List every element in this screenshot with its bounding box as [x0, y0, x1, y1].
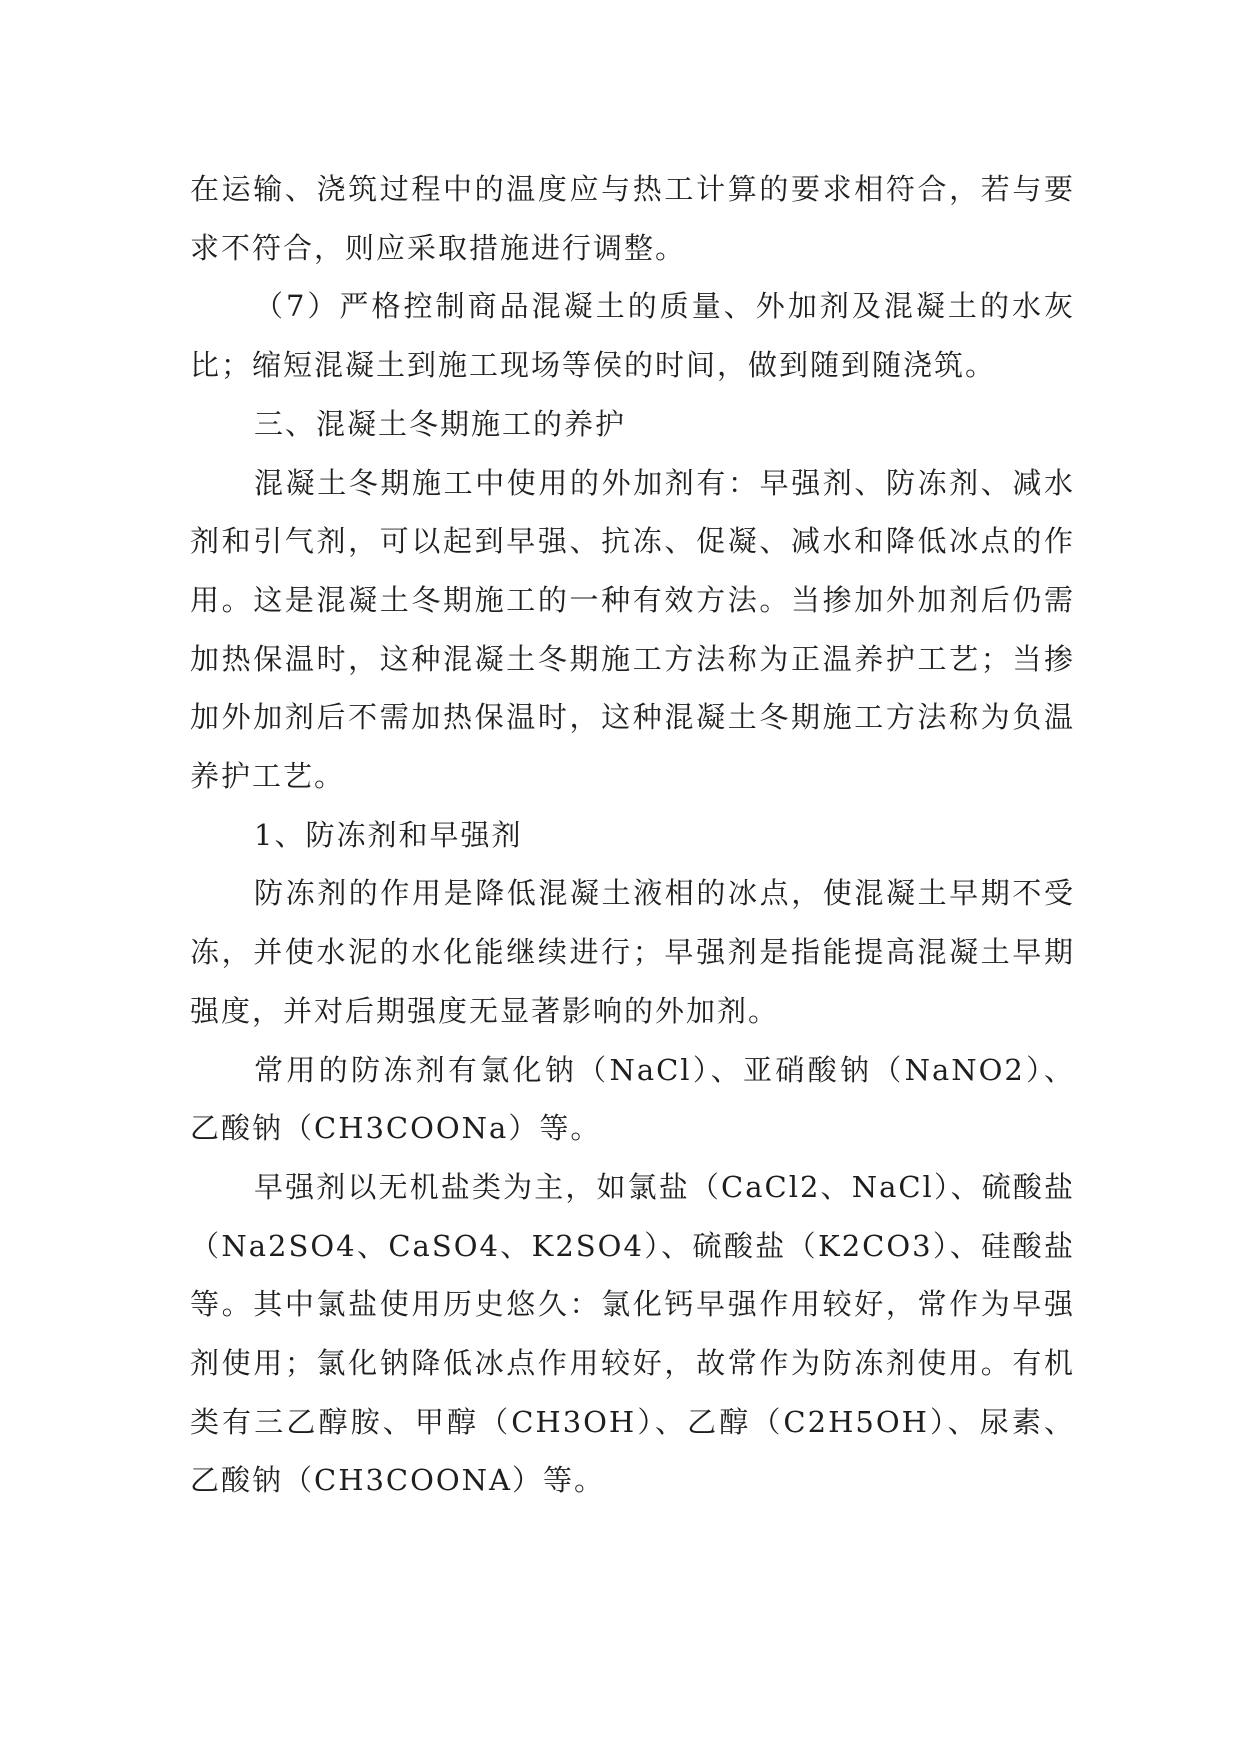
document-body — [190, 160, 1075, 1510]
paragraph-common-antifreeze: 常用的防冻剂有氯化钠（NaCl）、亚硝酸钠（NaNO2）、乙酸钠（CH3COONa）等。 — [190, 1052, 1075, 1146]
paragraph-admixtures: 混凝土冬期施工中使用的外加剂有：早强剂、防冻剂、减水剂和引气剂，可以起到早强、抗冻、促凝、减水和降低冰点的作用。这是混凝土冬期施工的一种有效方法。当掺加外加剂后仍需加热保温时，这种混凝土冬期施工方法称为正温养护工艺；当掺加外加剂后不需加热保温时，这种混凝土冬期施工方法称为负温养护工艺。 — [190, 465, 1075, 794]
paragraph-early-strength-agents: 早强剂以无机盐类为主，如氯盐（CaCl2、NaCl）、硫酸盐（Na2SO4、CaSO4、K2SO4）、硫酸盐（K2CO3）、硅酸盐等。其中氯盐使用历史悠久：氯化钙早强作用较好，常作为早强剂使用；氯化钠降低冰点作用较好，故常作为防冻剂使用。有机类有三乙醇胺、甲醇（CH3OH）、乙醇（C2H5OH）、尿素、乙酸钠（CH3COONA）等。 — [190, 1169, 1075, 1498]
paragraph-antifreeze-definition: 防冻剂的作用是降低混凝土液相的冰点，使混凝土早期不受冻，并使水泥的水化能继续进行；早强剂是指能提高混凝土早期强度，并对后期强度无显著影响的外加剂。 — [190, 876, 1075, 1028]
section-heading-curing: 三、混凝土冬期施工的养护 — [254, 406, 627, 441]
paragraph-item-7: （7）严格控制商品混凝土的质量、外加剂及混凝土的水灰比；缩短混凝土到施工现场等侯的时间，做到随到随浇筑。 — [190, 289, 1075, 383]
subheading-antifreeze-early-strength: 1、防冻剂和早强剂 — [254, 817, 523, 852]
paragraph-continuation: 在运输、浇筑过程中的温度应与热工计算的要求相符合，若与要求不符合，则应采取措施进行调整。 — [190, 172, 1075, 265]
